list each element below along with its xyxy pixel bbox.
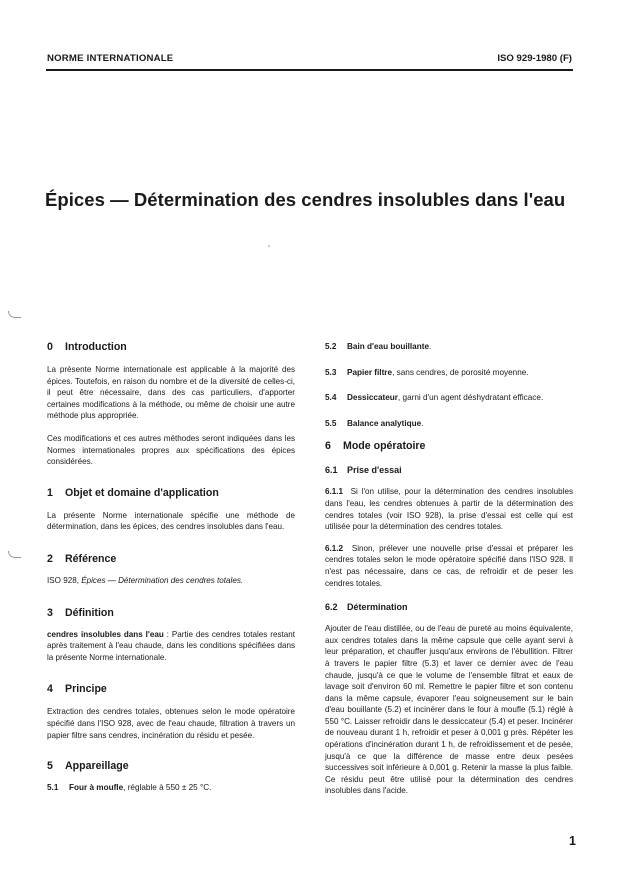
- section-6-1-2: 6.1.2 Sinon, prélever une nouvelle prise d'essai et préparer les cendres totales selon le mode opératoire spécifié dans l'ISO 928. Il n'est pas nécessaire, dans ce cas, de refroidir et de peser les cendres totales.: [325, 543, 573, 588]
- section-1-paragraph: La présente Norme internationale spécifie une méthode de détermination, dans les épices, des cendres insolubles dans l'eau.: [47, 510, 295, 532]
- section-5-heading: 5 Appareillage: [47, 760, 129, 773]
- standard-reference: ISO 929-1980 (F): [497, 53, 572, 64]
- page-number: 1: [569, 834, 576, 848]
- margin-mark: [8, 551, 21, 558]
- defined-term: cendres insolubles dans l'eau: [47, 629, 164, 639]
- section-2-paragraph: ISO 928, Épices — Détermination des cendres totales.: [47, 575, 244, 585]
- document-type: NORME INTERNATIONALE: [47, 53, 174, 64]
- section-5-5: 5.5 Balance analytique.: [325, 418, 424, 428]
- section-6-2-heading: 6.2 Détermination: [325, 602, 408, 613]
- section-4-heading: 4 Principe: [47, 683, 107, 696]
- section-0-paragraph-1: La présente Norme internationale est applicable à la majorité des épices. Toutefois, en raison du nombre et de la diversité de celles-ci, il peut être nécessaire, dans des cas particuliers, d'apporter certaines modifications à la méthode, ou même de choisir une autre méthode plus appropriée.: [47, 365, 295, 421]
- right-column: [325, 340, 573, 797]
- section-0-heading: 0 Introduction: [47, 341, 127, 353]
- section-6-1-1: 6.1.1 Si l'on utilise, pour la détermination des cendres insolubles dans l'eau, les cendres obtenues à partir de la détermination des cendres totales (voir ISO 928), la prise d'essai est celle qui est utilisée pour la détermination des cendres totales.: [325, 487, 573, 532]
- header-rule: [46, 69, 573, 71]
- document-title: Épices — Détermination des cendres insolubles dans l'eau: [45, 189, 566, 210]
- left-column: [47, 340, 295, 794]
- section-5-3: 5.3 Papier filtre, sans cendres, de porosité moyenne.: [325, 367, 529, 377]
- margin-mark: [8, 311, 21, 318]
- section-5-4: 5.4 Dessiccateur, garni d'un agent déshydratant efficace.: [325, 393, 544, 403]
- section-6-2-paragraph: Ajouter de l'eau distillée, ou de l'eau de pureté au moins équivalente, aux cendres totales dans la même capsule que celle ayant servi à leur préparation, et chauffer jusqu'aux environs de l'ébullition. Filtrer à travers le papier filtre (5.3) et laver ce dernier avec de l'eau chaude, jusqu'à ce que le volume de l'ensemble filtrat et eaux de lavage soit d'environ 60 ml. Remettre le papier filtre et son contenu dans la même capsule, évaporer l'eau soigneusement sur le bain d'eau bouillante (5.2) et incinérer dans le four à moufle (5.1) réglé à 550 °C. Laisser refroidir dans le dessiccateur (5.4) et peser. Incinérer de nouveau durant 1 h, refroidir et peser à 0,001 g près. Répéter les opérations d'incinération durant 1 h, de refroidissement et de pesée, jusqu'à ce que la différence de masse entre deux pesées successives soit inférieure à 0,001 g. Retenir la masse la plus faible. Ce résidu peut être utilisé pour la détermination des cendres insolubles dans l'acide.: [325, 624, 573, 796]
- section-6-1-heading: 6.1 Prise d'essai: [325, 465, 402, 476]
- section-3-heading: 3 Définition: [47, 606, 114, 619]
- scan-speck: [268, 245, 270, 247]
- section-3-paragraph: cendres insolubles dans l'eau : Partie des cendres totales restant après traitement à l'eau chaude, dans les conditions spécifiées dans la présente Norme internationale.: [47, 629, 295, 662]
- section-5-2: 5.2 Bain d'eau bouillante.: [325, 342, 432, 351]
- section-0-paragraph-2: Ces modifications et ces autres méthodes seront indiquées dans les Normes internationales propres aux spécifications des épices considérées.: [47, 433, 295, 467]
- section-2-heading: 2 Référence: [47, 552, 117, 565]
- section-1-heading: 1 Objet et domaine d'application: [47, 486, 219, 499]
- section-6-heading: 6 Mode opératoire: [325, 440, 426, 453]
- section-4-paragraph: Extraction des cendres totales, obtenues selon le mode opératoire spécifié dans l'ISO 928, avec de l'eau chaude, filtration à travers un papier filtre sans cendres, incinération du résidu et pesée.: [47, 707, 295, 740]
- section-5-1: 5.1 Four à moufle, réglable à 550 ± 25 °C.: [47, 783, 212, 793]
